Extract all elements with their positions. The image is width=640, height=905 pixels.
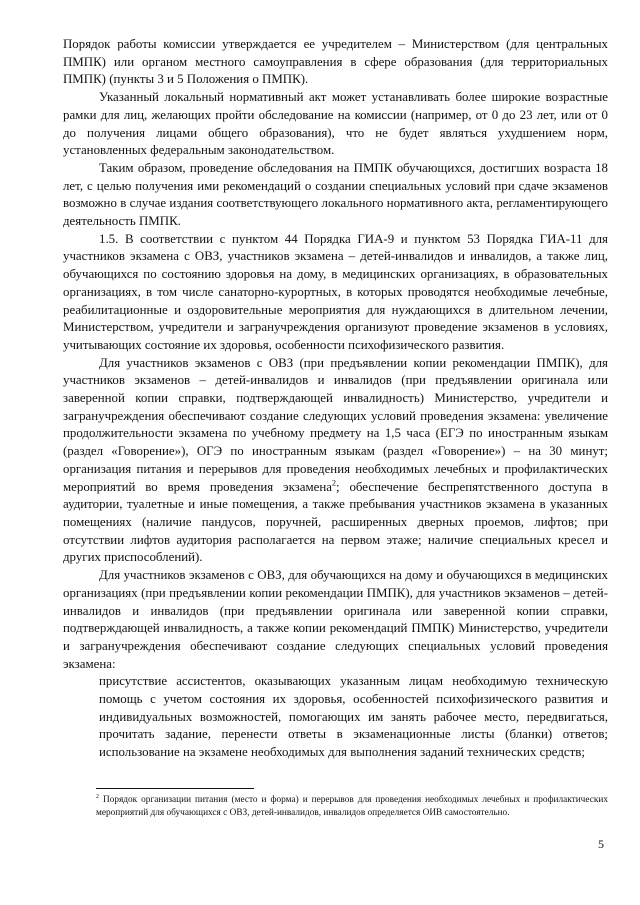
footnote-reference[interactable]: 2 <box>332 478 336 488</box>
paragraph-special-conditions: Для участников экзаменов с ОВЗ, для обучающихся на дому и обучающихся в медицинских организациях (при предъявлении копии рекомендации ПМПК), для участников экзаменов – детей-инвалидов и инвалидов (при предъявлении оригинала или заверенной копии справки, подтверждающей инвалидность, а также копии рекомендаций ПМПК) Министерство, учредители и загранучреждения обеспечивают создание следующих специальных условий проведения экзамена: <box>63 568 608 671</box>
footnote-text: Порядок организации питания (место и форма) и перерывов для проведения необходимых лечебных и профилактических мероприятий для обучающихся с ОВЗ, детей-инвалидов, инвалидов определяется ОИВ самостоятельно. <box>96 795 608 818</box>
paragraph-assistants: присутствие ассистентов, оказывающих указанным лицам необходимую техническую помощь с учетом состояния их здоровья, особенностей психофизического развития и индивидуальных возможностей, помогающих им занять рабочее место, передвигаться, прочитать задание, перенести ответы в экзаменационные листы (бланки) ответов; использование на экзамене необходимых для выполнения заданий технических средств; <box>99 674 608 760</box>
footnote-marker: 2 <box>96 793 99 800</box>
paragraph-age-range: Указанный локальный нормативный акт может устанавливать более широкие возрастные рамки для лиц, желающих пройти обследование на комиссии (например, от 0 до 23 лет, или от 0 до получения лицами общего образования), что не будет являться ухудшением норм, установленных федеральным законодательством. <box>63 90 608 158</box>
page-number: 5 <box>598 837 604 851</box>
paragraph-exam-conditions <box>63 355 608 567</box>
exam-conditions-text: Для участников экзаменов с ОВЗ (при предъявлении копии рекомендации ПМПК), для участников экзаменов – детей-инвалидов и инвалидов (при предъявлении оригинала или заверенной копии справки, подтверждающей инвалидность) Министерство, учредители и загранучреждения обеспечивают создание следующих условий проведения экзамена: увеличение продолжительности экзамена по учебному предмету на 1,5 часа (ЕГЭ по иностранным языкам (раздел «Говорение»), ОГЭ по иностранным языкам (раздел «Говорение») – на 30 минут; организация питания и перерывов для проведения необходимых лечебных и профилактических мероприятий во время проведения экзамена <box>63 355 608 494</box>
paragraph-examination-18: Таким образом, проведение обследования на ПМПК обучающихся, достигших возраста 18 лет, с целью получения ими рекомендаций о создании специальных условий при сдаче экзаменов возможно в случае издания соответствующего локального нормативного акта, регламентирующего деятельность ПМПК. <box>63 160 608 229</box>
exam-conditions-text-continued: ; обеспечение беспрепятственного доступа в аудитории, туалетные и иные помещения, а также пребывания участников экзамена в указанных помещениях (наличие пандусов, поручней, расширенных дверных проемов, лифтов; при отсутствии лифтов аудитория располагается на первом этаже; наличие специальных кресел и других приспособлений). <box>63 479 608 565</box>
footnote <box>96 794 608 820</box>
paragraph-pmpk-order: Порядок работы комиссии утверждается ее учредителем – Министерством (для центральных ПМПК) или органом местного самоуправления в сфере образования (для территориальных ПМПК) (пункты 3 и 5 Положения о ПМПК). <box>63 37 608 87</box>
body-text <box>63 36 608 762</box>
footnote-separator <box>96 788 254 789</box>
paragraph-section-1-5: 1.5. В соответствии с пунктом 44 Порядка ГИА-9 и пунктом 53 Порядка ГИА-11 для участников экзамена с ОВЗ, участников экзамена – детей-инвалидов и инвалидов, а также лиц, обучающихся по состоянию здоровья на дому, в медицинских организациях, в образовательных организациях, в том числе санаторно-курортных, в которых проводятся необходимые лечебные, реабилитационные и оздоровительные мероприятия для нуждающихся в длительном лечении, Министерством, учредители и загранучреждения организуют проведение экзаменов в условиях, учитывающих состояние их здоровья, особенности психофизического развития. <box>63 231 608 352</box>
